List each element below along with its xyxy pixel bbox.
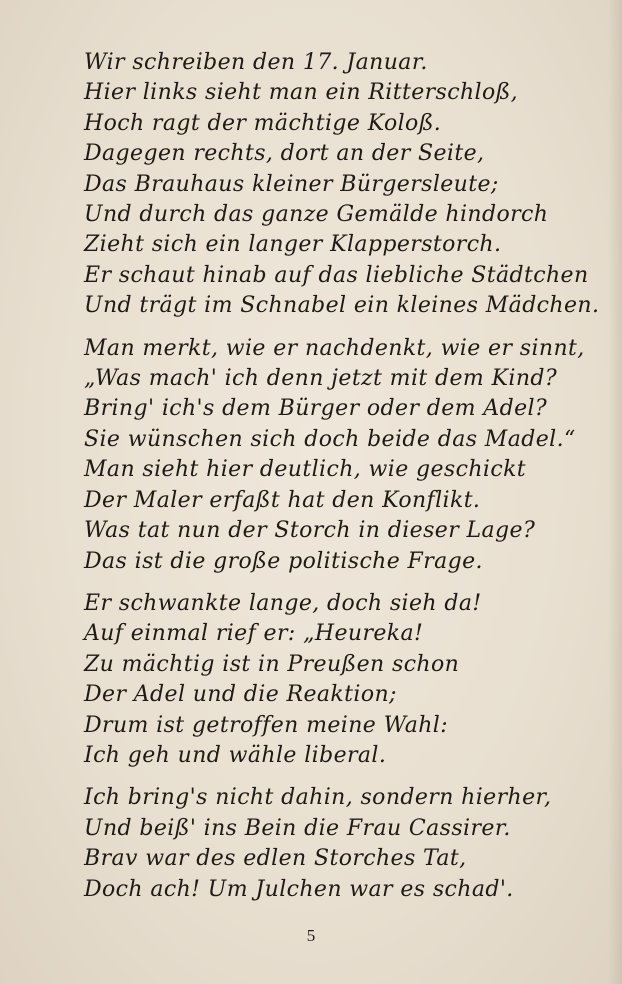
poem-line: Drum ist getroffen meine Wahl: bbox=[84, 712, 449, 738]
poem-line: Und beiß' ins Bein die Frau Cassirer. bbox=[84, 815, 511, 841]
poem-line: Und trägt im Schnabel ein kleines Mädchen. bbox=[84, 293, 600, 319]
poem-line: Doch ach! Um Julchen war es schad'. bbox=[84, 876, 514, 902]
poem-line: Zu mächtig ist in Preußen schon bbox=[84, 651, 460, 677]
poem-line: Man merkt, wie er nachdenkt, wie er sinnt, bbox=[84, 335, 585, 361]
poem-line: Wir schreiben den 17. Januar. bbox=[84, 50, 428, 75]
stanza-3 bbox=[84, 589, 584, 771]
poem-line: Hoch ragt der mächtige Koloß. bbox=[84, 110, 442, 136]
poem-line: Sie wünschen sich doch beide das Madel.“ bbox=[84, 426, 576, 452]
poem-line: Ich bring's nicht dahin, sondern hierher, bbox=[84, 785, 552, 811]
poem-line: Er schwankte lange, doch sieh da! bbox=[84, 590, 482, 616]
poem-line: Man sieht hier deutlich, wie geschickt bbox=[84, 457, 527, 483]
poem-line: Er schaut hinab auf das liebliche Städtchen bbox=[84, 262, 589, 288]
stanza-2 bbox=[84, 334, 584, 577]
poem-line: Und durch das ganze Gemälde hindorch bbox=[84, 202, 549, 228]
poem-line: Zieht sich ein langer Klapperstorch. bbox=[84, 232, 502, 258]
stanza-1 bbox=[84, 48, 600, 322]
poem-line: Hier links sieht man ein Ritterschloß, bbox=[84, 80, 519, 106]
poem-line: Der Maler erfaßt hat den Konflikt. bbox=[84, 487, 481, 513]
poem-text bbox=[84, 48, 600, 905]
poem-line: Das Brauhaus kleiner Bürgersleute; bbox=[84, 171, 499, 197]
poem-line: „Was mach' ich denn jetzt mit dem Kind? bbox=[84, 366, 558, 392]
page-number: 5 bbox=[306, 926, 316, 945]
poem-line: Was tat nun der Storch in dieser Lage? bbox=[84, 518, 536, 544]
poem-line: Auf einmal rief er: „Heureka! bbox=[84, 621, 424, 647]
poem-line: Bring' ich's dem Bürger oder dem Adel? bbox=[84, 396, 548, 422]
poem-line: Ich geh und wähle liberal. bbox=[84, 742, 387, 768]
poem-line: Dagegen rechts, dort an der Seite, bbox=[84, 141, 485, 167]
poem-line: Der Adel und die Reaktion; bbox=[84, 682, 397, 708]
poem-line: Das ist die große politische Frage. bbox=[84, 548, 483, 574]
poem-line: Brav war des edlen Storches Tat, bbox=[84, 846, 467, 872]
stanza-4 bbox=[84, 783, 584, 905]
